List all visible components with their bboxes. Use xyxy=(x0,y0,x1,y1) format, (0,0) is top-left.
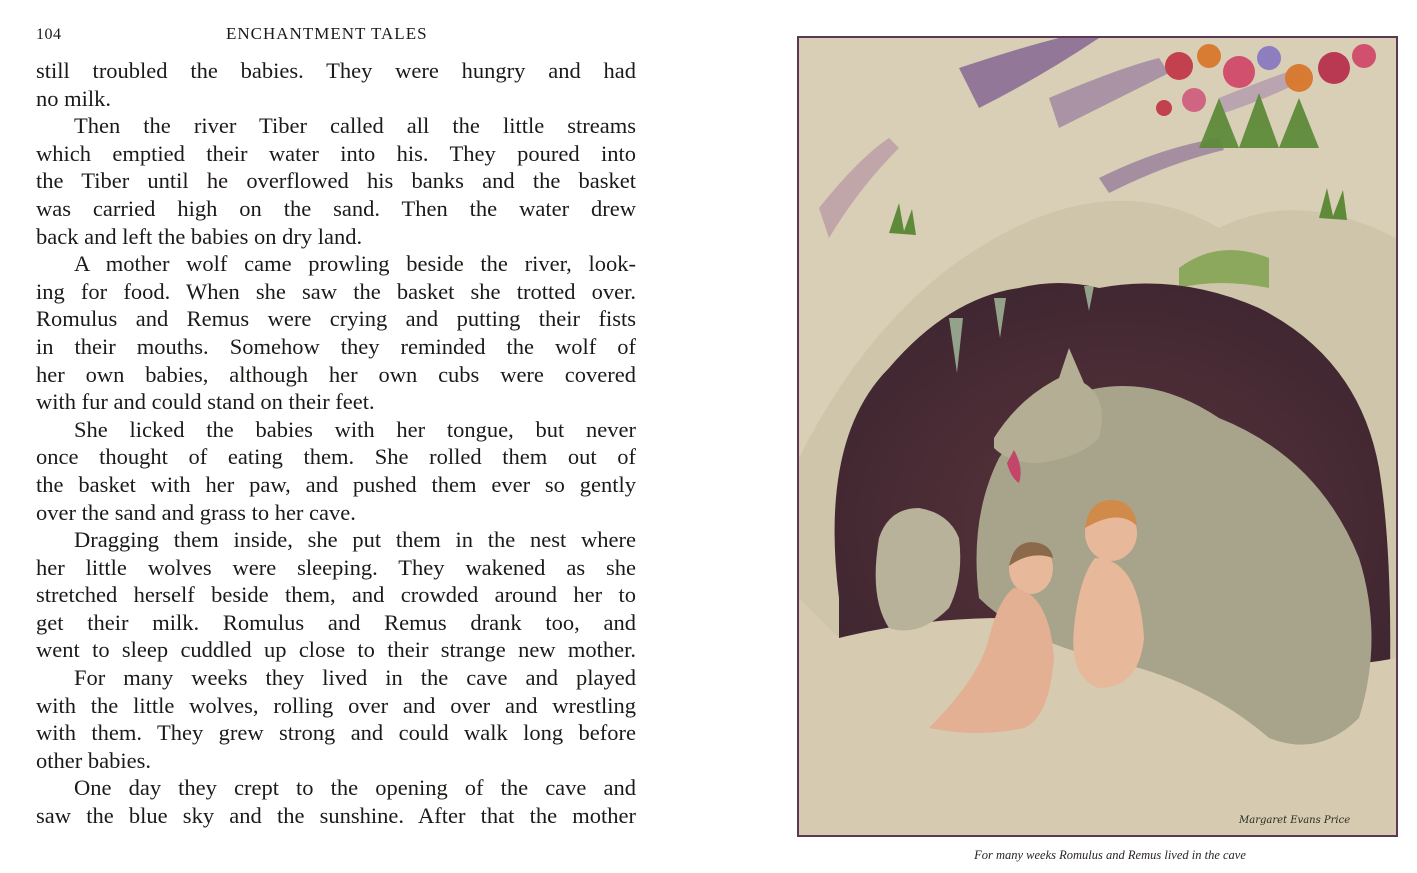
text-line: went to sleep cuddled up close to their strange new mother. xyxy=(36,637,636,663)
running-head xyxy=(36,24,636,46)
body-text xyxy=(36,57,636,830)
left-page xyxy=(0,0,700,873)
text-line: She licked the babies with her tongue, but never xyxy=(74,416,636,442)
text-line: her little wolves were sleeping. They wakened as she xyxy=(36,554,636,580)
text-line: saw the blue sky and the sunshine. After that the mother xyxy=(36,803,636,829)
text-line: her own babies, although her own cubs were covered xyxy=(36,361,636,387)
text-line: ing for food. When she saw the basket she trotted over. xyxy=(36,278,636,304)
text-line: Then the river Tiber called all the little streams xyxy=(74,113,636,139)
running-title: ENCHANTMENT TALES xyxy=(226,24,428,43)
text-line: which emptied their water into his. They poured into xyxy=(36,140,636,166)
text-line: get their milk. Romulus and Remus drank too, and xyxy=(36,609,636,635)
text-line: in their mouths. Somehow they reminded the wolf of xyxy=(36,333,636,359)
text-line: Romulus and Remus were crying and putting their fists xyxy=(36,306,636,332)
text-line: over the sand and grass to her cave. xyxy=(36,499,356,525)
right-page xyxy=(700,0,1417,873)
text-line: back and left the babies on dry land. xyxy=(36,223,363,249)
text-line: once thought of eating them. She rolled them out of xyxy=(36,444,636,470)
text-line: no milk. xyxy=(36,85,112,111)
text-line: still troubled the babies. They were hungry and had xyxy=(36,58,636,83)
text-line: the basket with her paw, and pushed them ever so gently xyxy=(36,471,636,497)
text-line: other babies. xyxy=(36,747,151,773)
illustration-plate xyxy=(797,36,1398,837)
text-line: was carried high on the sand. Then the water drew xyxy=(36,195,636,221)
text-line: stretched herself beside them, and crowded around her to xyxy=(36,582,636,608)
artist-signature: Margaret Evans Price xyxy=(1239,815,1351,826)
text-line: with the little wolves, rolling over and over and wrestling xyxy=(36,692,636,718)
text-line: the Tiber until he overflowed his banks and the basket xyxy=(36,168,636,194)
illustration-caption: For many weeks Romulus and Remus lived in the cave xyxy=(974,848,1246,862)
text-line: with them. They grew strong and could walk long before xyxy=(36,720,636,746)
page-number: 104 xyxy=(36,26,62,43)
text-line: with fur and could stand on their feet. xyxy=(36,389,375,415)
text-line: Dragging them inside, she put them in the nest where xyxy=(74,527,636,553)
text-line: For many weeks they lived in the cave and played xyxy=(74,665,636,691)
text-line: A mother wolf came prowling beside the river, look- xyxy=(74,251,636,277)
text-line: One day they crept to the opening of the cave and xyxy=(74,775,636,801)
wolf-cave-illustration xyxy=(799,38,1396,835)
